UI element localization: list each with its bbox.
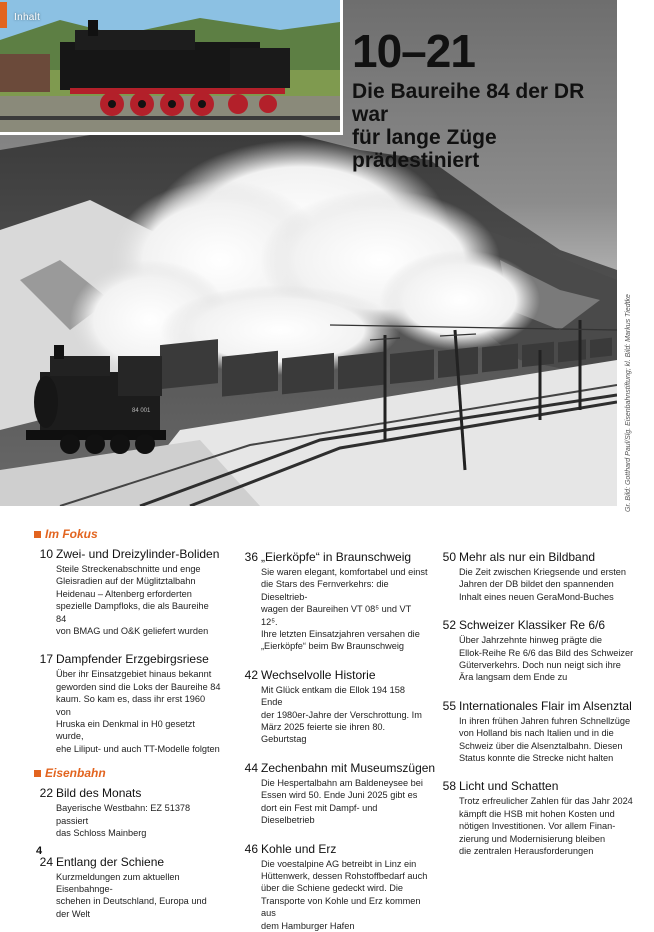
toc-description-line: Hüttenwerk, dessen Rohstoffbedarf auch (261, 870, 428, 881)
toc-description-line: von Holland bis nach Italien und in die (459, 728, 614, 739)
toc-description (56, 871, 221, 921)
toc-description-line: Güterverkehrs. Doch nun neigt sich ihre (459, 660, 621, 671)
headline-line-1: Die Baureihe 84 der DR war (352, 80, 585, 126)
toc-title: Schweizer Klassiker Re 6/6 (459, 618, 606, 633)
toc-title: Bild des Monats (56, 786, 142, 801)
toc-entry[interactable] (241, 667, 429, 746)
loco-number-plate: 84 001 (132, 408, 151, 414)
toc-description (261, 858, 429, 932)
photo-credit-text: Gr. Bild: Gotthard Paul/Slg. Eisenbahnstiftung; kl. Bild: Markus Tiedtke (625, 294, 632, 512)
section-heading-text: Eisenbahn (45, 766, 106, 781)
toc-description-line: Steile Streckenabschnitte und enge (56, 564, 201, 574)
headline-page-range: 10–21 (352, 25, 475, 77)
toc-entry[interactable] (439, 617, 639, 684)
toc-description-line: Ihre letzten Einsatzjahren versahen die (261, 629, 420, 640)
toc-description-line: zierung und Modernisierung bleiben (459, 833, 606, 844)
toc-description-line: Gleisradien auf der Müglitztalbahn (56, 576, 196, 587)
toc-description-line: Kurzmeldungen zum aktuellen Eisenbahnge- (56, 871, 180, 894)
toc-title: Dampfender Erzgebirgsriese (56, 652, 209, 667)
toc-description-line: nötigen Investitionen. Vor allem Finan- (459, 821, 616, 832)
toc-description-line: dort ein Fest mit Dampf- und Dieselbetrieb (261, 802, 378, 826)
toc-description-line: Bayerische Westbahn: EZ 51378 passiert (56, 803, 191, 826)
toc-entry[interactable] (36, 785, 221, 839)
headline-text (352, 80, 612, 172)
toc-description (459, 634, 639, 684)
toc-description (459, 715, 639, 765)
toc-page-number: 22 (39, 786, 53, 801)
toc-description-line: die zentralen Herausforderungen (459, 846, 594, 857)
toc-title: Zwei- und Dreizylinder-Boliden (56, 547, 220, 561)
toc-page-number: 42 (244, 667, 258, 682)
toc-description-line: Mit Glück entkam die Ellok 194 158 Ende (261, 684, 406, 708)
toc-description-line: wagen der Baureihen VT 08⁵ und VT 12⁵. (261, 604, 412, 627)
toc-title: Wechselvolle Historie (261, 667, 376, 682)
section-marker (0, 2, 7, 28)
toc-description-line: kämpft die HSB mit hohen Kosten und (459, 808, 615, 819)
toc-page-number: 55 (442, 698, 456, 713)
toc-title: Mehr als nur ein Bildband (459, 550, 596, 564)
toc-page-number: 58 (442, 779, 456, 794)
toc-entry[interactable] (439, 698, 639, 765)
section-heading-im-fokus (34, 526, 221, 542)
toc-description-line: Sie waren elegant, komfortabel und einst (261, 567, 428, 577)
toc-description-line: Trotz erfreulicher Zahlen für das Jahr 2024 (459, 796, 633, 807)
toc-description-line: März 2025 feierte sie ihren 80. Geburtstag (261, 722, 386, 745)
toc-page-number: 10 (39, 547, 53, 561)
toc-title: „Eierköpfe“ in Braunschweig (261, 550, 412, 564)
toc-column-3 (439, 545, 639, 858)
toc-description (459, 795, 639, 857)
toc-page-number: 36 (244, 550, 258, 564)
toc-title: Entlang der Schiene (56, 854, 165, 869)
toc-description-line: Status konnte die Strecke nicht halten (459, 753, 614, 764)
toc-description-line: geworden sind die Loks der Baureihe 84 (56, 681, 221, 692)
toc-description (261, 566, 429, 653)
toc-description-line: dem Hamburger Hafen (261, 920, 355, 931)
section-square-icon (34, 770, 41, 777)
toc-description (459, 566, 639, 603)
section-label: Inhalt (14, 12, 41, 23)
toc-title: Licht und Schatten (459, 779, 559, 794)
toc-entry[interactable] (36, 651, 221, 755)
toc-page-number: 52 (442, 618, 456, 633)
toc-entry[interactable] (241, 841, 429, 932)
photo-credit (622, 294, 652, 512)
toc-description-line: Ellok-Reihe Re 6/6 das Bild des Schweizer (459, 647, 634, 658)
toc-description-line: kaum. So kam es, dass ihr erst 1960 von (56, 694, 206, 717)
toc-description-line: der 1980er-Jahre der Verschrottung. Im (261, 709, 422, 720)
toc-description-line: Transporte von Kohle und Erz kommen aus (261, 895, 421, 919)
toc-description-line: Schweiz über die Alsenztalbahn. Diesen (459, 740, 623, 751)
toc-description-line: In ihren frühen Jahren fuhren Schnellzüge (459, 715, 631, 726)
toc-entry[interactable] (439, 549, 639, 603)
toc-description-line: Die Zeit zwischen Kriegsende und ersten (459, 567, 626, 577)
toc-page-number: 17 (39, 652, 53, 667)
toc-entry[interactable] (439, 778, 639, 857)
toc-page-number: 44 (244, 760, 258, 775)
toc-title: Zechenbahn mit Museumszügen (261, 760, 436, 775)
toc-description (261, 684, 429, 746)
inset-photo (0, 0, 343, 135)
toc-entry[interactable] (36, 546, 221, 637)
toc-description-line: die Stars des Fernverkehrs: die Dieseltrieb- (261, 579, 389, 602)
headline (352, 25, 612, 172)
toc-description-line: Heidenau – Altenberg erforderten (56, 588, 192, 599)
toc-page-number: 46 (244, 841, 258, 856)
inset-locomotive-illustration (0, 0, 340, 132)
toc-description-line: von BMAG und O&K geliefert wurden (56, 626, 209, 637)
toc-page-number: 50 (442, 550, 456, 564)
toc-description (56, 802, 221, 839)
toc-description-line: Die Hespertalbahn am Baldeneysee bei (261, 777, 423, 788)
headline-line-2: für lange Züge prädestiniert (352, 126, 497, 172)
toc-description (56, 563, 221, 637)
toc-entry[interactable] (241, 549, 429, 653)
toc-description-line: Essen wird 50. Ende Juni 2025 gibt es (261, 790, 418, 801)
page-number: 4 (36, 845, 43, 857)
toc-description-line: über die Schiene gedeckt wird. Die (261, 883, 403, 894)
toc-description-line: Die voestalpine AG betreibt in Linz ein (261, 858, 417, 869)
toc-description-line: ehe Liliput- und auch TT-Modelle folgten (56, 743, 220, 754)
toc-entry[interactable] (36, 854, 221, 921)
section-heading-eisenbahn (34, 765, 221, 781)
toc-description (56, 668, 221, 755)
toc-description-line: spezielle Dampfloks, die als Baureihe 84 (56, 601, 209, 624)
toc-column-2 (241, 545, 436, 932)
toc-description-line: Über Jahrzehnte hinweg prägte die (459, 635, 603, 646)
toc-description-line: Ära langsam dem Ende zu (459, 672, 568, 683)
toc-description-line: Inhalt eines neuen GeraMond-Buches (459, 591, 614, 602)
toc-description-line: das Schloss Mainberg (56, 828, 147, 839)
toc-description-line: Hruska ein Denkmal in H0 gesetzt wurde, (56, 719, 195, 742)
toc-entry[interactable] (241, 760, 436, 827)
section-heading-text: Im Fokus (45, 527, 98, 541)
toc-column-1 (36, 526, 221, 920)
toc-description-line: Über ihr Einsatzgebiet hinaus bekannt (56, 669, 212, 680)
toc-description-line: Jahren der DB bildet den spannenden (459, 579, 614, 590)
toc-title: Kohle und Erz (261, 841, 337, 856)
toc-page-number: 24 (39, 854, 53, 869)
toc-description-line: „Eierköpfe“ beim Bw Braunschweig (261, 641, 404, 652)
toc-description-line: schehen in Deutschland, Europa und der Welt (56, 896, 207, 919)
section-square-icon (34, 531, 41, 538)
toc-title: Internationales Flair im Alsenztal (459, 698, 632, 713)
toc-description (261, 777, 429, 827)
